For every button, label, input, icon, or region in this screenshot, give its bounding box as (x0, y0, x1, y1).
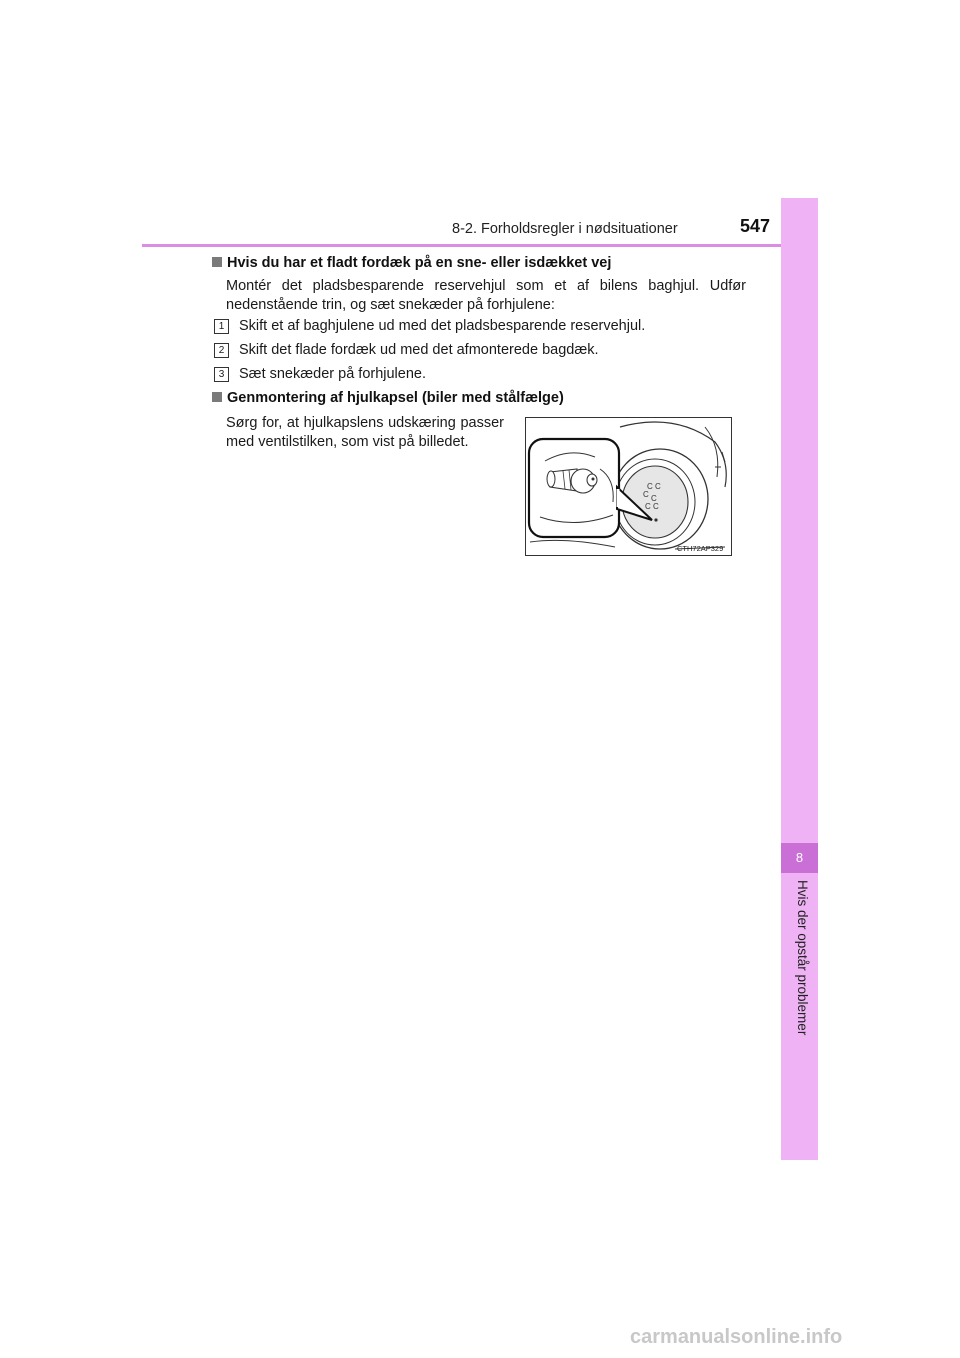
step-number-badge: 2 (214, 343, 229, 358)
svg-text:C C: C C (645, 502, 659, 511)
page-number: 547 (740, 216, 771, 236)
svg-text:C C: C C (647, 482, 661, 491)
step-number-badge: 3 (214, 367, 229, 382)
step-3: 3 Sæt snekæder på forhjulene. (214, 366, 426, 382)
step-number-badge: 1 (214, 319, 229, 334)
section-heading-hubcap: Genmontering af hjulkapsel (biler med stålfælge) (212, 390, 564, 406)
hubcap-valve-illustration (525, 417, 732, 556)
section-body-hubcap: Sørg for, at hjulkapslens udskæring passer med ventilstilken, som vist på billedet. (226, 415, 504, 450)
svg-text:C: C (643, 490, 649, 499)
watermark: carmanualsonline.info (630, 1326, 843, 1348)
section-body-flat-tire: Montér det pladsbesparende reservehjul som et af bilens baghjul. Udfør nedenstående trin, og sæt snekæder på forhjulene: (226, 278, 746, 313)
step-2: 2 Skift det flade fordæk ud med det afmonterede bagdæk. (214, 342, 599, 358)
step-1: 1 Skift et af baghjulene ud med det pladsbesparende reservehjul. (214, 318, 645, 334)
header-rule (142, 244, 818, 247)
section-title: 8-2. Forholdsregler i nødsituationer (452, 221, 678, 237)
section-heading-flat-tire: Hvis du har et fladt fordæk på en sne- eller isdækket vej (212, 255, 611, 271)
square-bullet-icon (212, 257, 222, 267)
square-bullet-icon (212, 392, 222, 402)
chapter-number-badge: 8 (781, 843, 818, 873)
figure-code: CTH72AP329 (677, 544, 724, 553)
svg-text:C: C (651, 494, 657, 503)
chapter-side-label: Hvis der opstår problemer (795, 880, 810, 1036)
